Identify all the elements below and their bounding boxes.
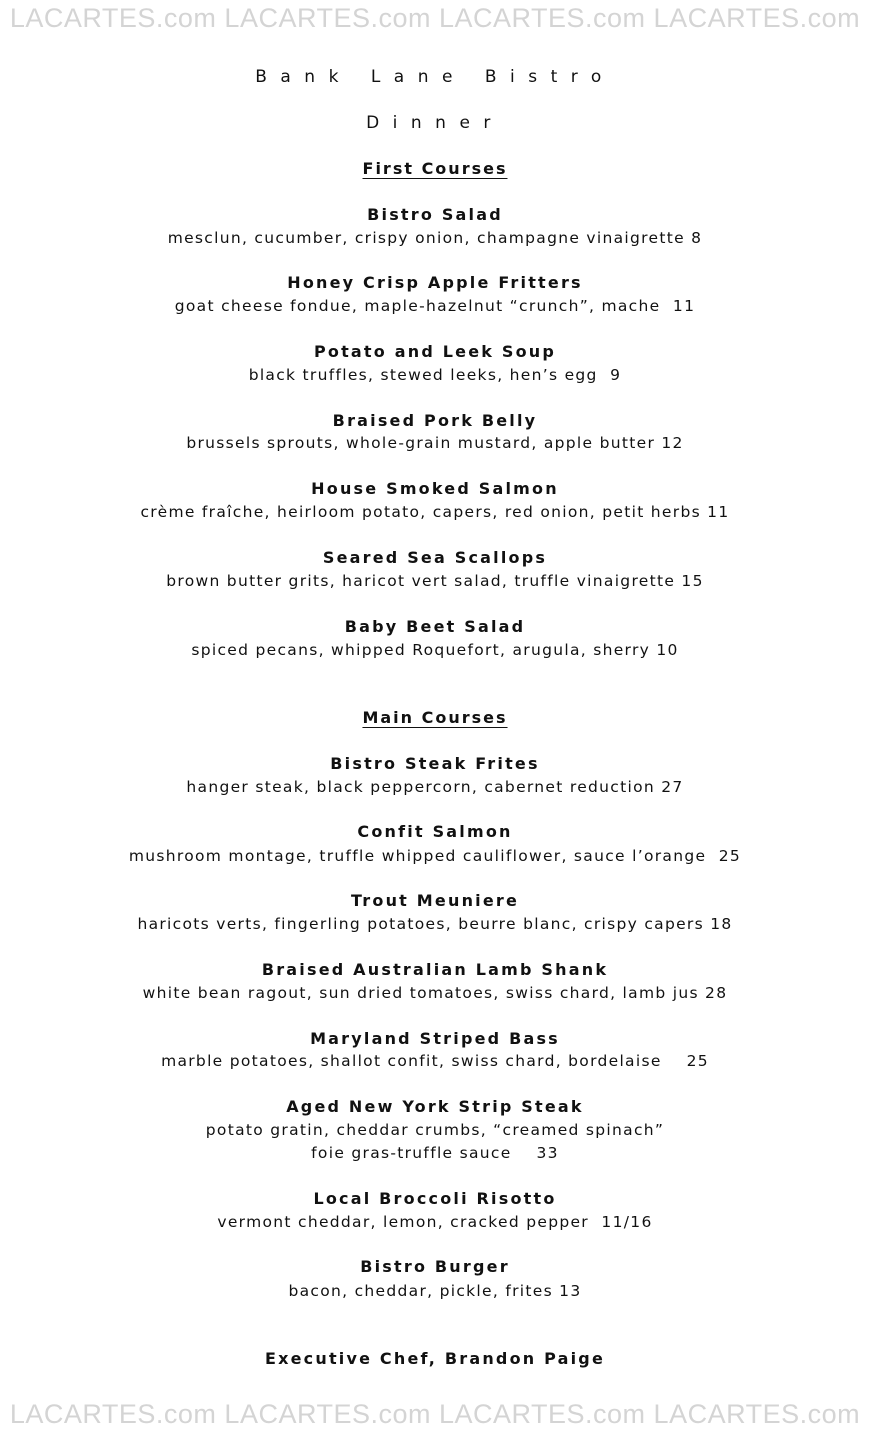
dish-description: spiced pecans, whipped Roquefort, arugula, sherry 10: [191, 641, 679, 659]
dish-name: Braised Pork Belly: [332, 411, 538, 430]
dish-name: Bistro Salad: [367, 205, 503, 224]
dish-name: Aged New York Strip Steak: [286, 1097, 584, 1116]
dish-name: Bistro Steak Frites: [330, 754, 540, 773]
dish-description: foie gras-truffle sauce 33: [311, 1144, 559, 1162]
dish-description: goat cheese fondue, maple-hazelnut “crunch”, mache 11: [174, 297, 696, 315]
dish-description: potato gratin, cheddar crumbs, “creamed spinach”: [205, 1121, 665, 1139]
section-heading-first-courses: First Courses: [362, 159, 508, 178]
dish-name: Local Broccoli Risotto: [313, 1189, 557, 1208]
dish-name: Confit Salmon: [357, 822, 513, 841]
dish-name: Honey Crisp Apple Fritters: [287, 273, 583, 292]
dish-description: mushroom montage, truffle whipped cauliflower, sauce l’orange 25: [128, 847, 742, 865]
dish-description: haricots verts, fingerling potatoes, beurre blanc, crispy capers 18: [137, 915, 733, 933]
dish-name: Trout Meuniere: [350, 891, 520, 910]
dish-description: white bean ragout, sun dried tomatoes, swiss chard, lamb jus 28: [142, 984, 728, 1002]
watermark-bottom: LACARTES.com LACARTES.com LACARTES.com LACARTES.com: [9, 1399, 861, 1429]
dish-description: mesclun, cucumber, crispy onion, champagne vinaigrette 8: [167, 229, 703, 247]
dish-description: black truffles, stewed leeks, hen’s egg 9: [248, 366, 622, 384]
dish-name: Bistro Burger: [360, 1257, 510, 1276]
menu-title: Dinner: [366, 113, 504, 133]
dish-name: Seared Sea Scallops: [322, 548, 548, 567]
dish-name: Maryland Striped Bass: [310, 1029, 560, 1048]
dish-name: Baby Beet Salad: [344, 617, 526, 636]
dish-name: House Smoked Salmon: [311, 479, 559, 498]
dish-description: hanger steak, black peppercorn, cabernet reduction 27: [186, 778, 684, 796]
dish-name: Braised Australian Lamb Shank: [261, 960, 609, 979]
watermark-top: LACARTES.com LACARTES.com LACARTES.com LACARTES.com: [9, 3, 861, 33]
executive-chef-credit: Executive Chef, Brandon Paige: [264, 1349, 606, 1368]
dish-name: Potato and Leek Soup: [313, 342, 557, 361]
restaurant-name: Bank Lane Bistro: [255, 67, 615, 87]
dish-description: brown butter grits, haricot vert salad, truffle vinaigrette 15: [166, 572, 704, 590]
dish-description: brussels sprouts, whole-grain mustard, apple butter 12: [186, 434, 684, 452]
dish-description: crème fraîche, heirloom potato, capers, red onion, petit herbs 11: [140, 503, 730, 521]
dish-description: vermont cheddar, lemon, cracked pepper 11/16: [217, 1213, 653, 1231]
dish-description: bacon, cheddar, pickle, frites 13: [288, 1282, 582, 1300]
dish-description: marble potatoes, shallot confit, swiss chard, bordelaise 25: [161, 1052, 709, 1070]
section-heading-main-courses: Main Courses: [362, 708, 508, 727]
